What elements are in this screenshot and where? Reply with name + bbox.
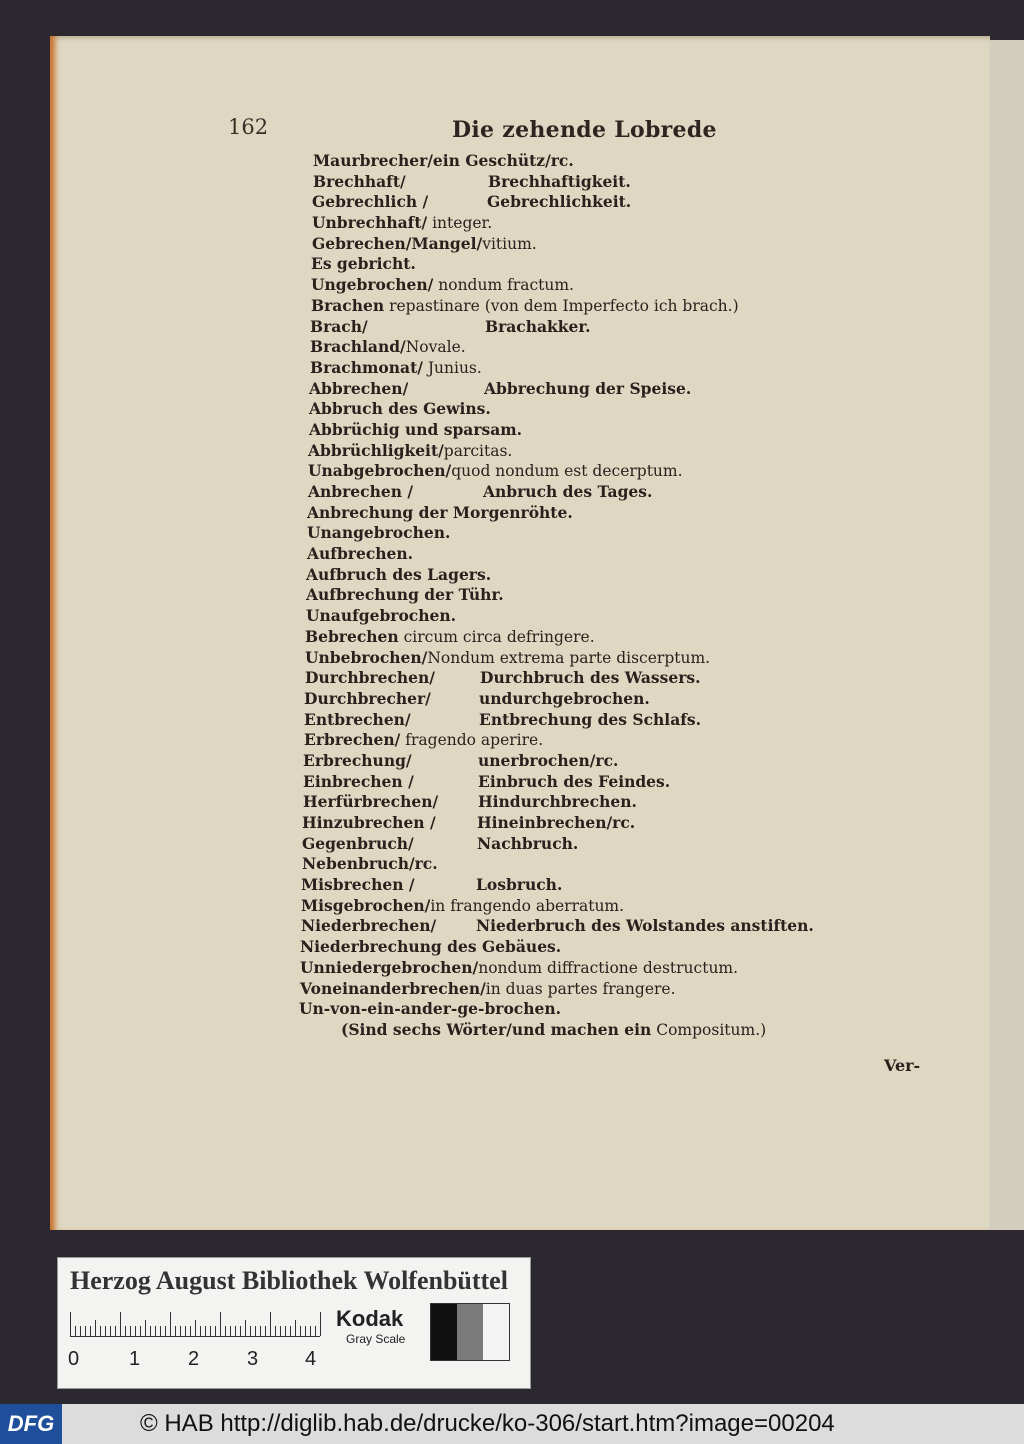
ruler-tick <box>80 1326 81 1336</box>
latin-gloss: Compositum.) <box>651 1020 767 1039</box>
ruler-tick <box>200 1326 201 1336</box>
second-column-entry: Abbrechung der Speise. <box>484 378 692 398</box>
german-entry: Misbrechen / <box>301 875 415 895</box>
ruler-tick <box>175 1326 176 1336</box>
latin-gloss: nondum fractum. <box>433 276 574 295</box>
german-entry: Aufbrechung der Tühr. <box>306 585 504 605</box>
ruler-tick <box>250 1326 251 1336</box>
text-line <box>302 854 822 875</box>
german-entry: Entbrechen/ <box>304 709 411 729</box>
second-column-entry: unerbrochen/rc. <box>478 750 619 770</box>
ruler-tick <box>310 1326 311 1336</box>
german-entry: Durchbrecher/ <box>304 688 431 708</box>
latin-gloss: repastinare (von dem Imperfecto ich brach.) <box>384 296 739 315</box>
copyright-text: © HAB http://diglib.hab.de/drucke/ko-306/start.htm?image=00204 <box>140 1410 835 1437</box>
german-entry: Brachland/ <box>310 337 406 357</box>
german-entry: Maurbrecher/ein Geschütz/rc. <box>313 151 574 170</box>
german-entry: Niederbrechen/ <box>301 916 437 936</box>
german-entry: Unaufgebrochen. <box>306 606 457 626</box>
ruler-tick <box>150 1326 151 1336</box>
gray-swatches <box>430 1303 510 1361</box>
second-column-entry: Niederbruch des Wolstandes anstiften. <box>476 916 814 936</box>
german-entry: Hinzubrechen / <box>302 813 436 832</box>
text-line <box>309 379 829 400</box>
text-line <box>306 565 826 586</box>
ruler-label: 1 <box>129 1348 141 1370</box>
ruler-tick <box>245 1320 246 1336</box>
ruler-tick <box>155 1326 156 1336</box>
ruler-tick <box>195 1320 196 1336</box>
german-entry: Durchbrechen/ <box>305 668 435 688</box>
german-entry: Voneinanderbrechen/ <box>300 978 486 998</box>
ruler-tick <box>180 1326 181 1336</box>
ruler-tick <box>240 1326 241 1336</box>
ruler-tick <box>170 1312 171 1336</box>
text-line <box>313 172 833 193</box>
ruler-label: 2 <box>188 1348 200 1370</box>
latin-gloss: nondum diffractione destructum. <box>478 958 739 977</box>
text-line <box>305 648 825 669</box>
german-entry: Es gebricht. <box>311 254 416 274</box>
text-line <box>308 441 828 462</box>
ruler-label: 4 <box>305 1348 317 1370</box>
german-entry: Abbrechen/ <box>309 378 409 398</box>
adjacent-page-edge <box>990 40 1024 1230</box>
running-head: Die zehende Lobrede <box>452 117 717 143</box>
ruler-tick <box>145 1320 146 1336</box>
german-entry: Unbrechhaft/ <box>312 213 428 233</box>
ruler-tick <box>115 1326 116 1336</box>
text-line <box>308 461 828 482</box>
ruler-tick <box>105 1326 106 1336</box>
german-entry: Anbrechen / <box>308 482 414 501</box>
ruler-tick <box>185 1326 186 1336</box>
german-entry: Ungebrochen/ <box>311 275 434 295</box>
german-entry: Abbruch des Gewins. <box>309 399 491 419</box>
ruler-tick <box>95 1320 96 1336</box>
german-entry: Bebrechen <box>305 626 399 646</box>
kodak-logo: Kodak <box>336 1306 404 1331</box>
german-entry: Abbrüchig und sparsam. <box>309 419 523 439</box>
latin-gloss: fragendo aperire. <box>400 731 544 750</box>
german-entry: (Sind sechs Wörter/und machen ein <box>341 1019 652 1039</box>
text-line <box>306 606 826 627</box>
text-line <box>303 751 823 772</box>
page-number: 162 <box>228 115 269 139</box>
second-column-entry: Gebrechlichkeit. <box>487 192 632 212</box>
ruler-tick <box>110 1326 111 1336</box>
ruler-tick <box>220 1312 221 1336</box>
catchword: Ver- <box>884 1056 921 1075</box>
german-entry: Nebenbruch/rc. <box>302 854 438 874</box>
ruler-tick <box>320 1312 321 1336</box>
text-line <box>301 916 821 937</box>
ruler-tick <box>190 1326 191 1336</box>
ruler-tick <box>270 1312 271 1336</box>
latin-gloss: parcitas. <box>443 441 513 460</box>
ruler-tick <box>315 1326 316 1336</box>
latin-gloss: Novale. <box>405 338 466 357</box>
text-line <box>309 420 829 441</box>
gray-swatch-white <box>483 1304 509 1360</box>
german-entry: Brachen <box>311 295 385 315</box>
ruler-tick <box>295 1320 296 1336</box>
ruler-tick <box>125 1326 126 1336</box>
second-column-entry: Nachbruch. <box>477 833 579 853</box>
ruler-tick <box>230 1326 231 1336</box>
german-entry: Herfürbrechen/ <box>303 792 439 812</box>
latin-gloss: Junius. <box>422 358 482 377</box>
text-line <box>303 792 823 813</box>
ruler-tick <box>235 1326 236 1336</box>
text-line <box>304 730 824 751</box>
text-line <box>300 958 820 979</box>
text-line <box>301 896 821 917</box>
latin-gloss: circum circa defringere. <box>398 627 595 646</box>
second-column-entry: Durchbruch des Wassers. <box>480 668 701 688</box>
second-column-entry: Brachakker. <box>485 316 591 336</box>
color-calibration-card <box>57 1257 531 1389</box>
german-entry: Brechhaft/ <box>313 171 406 191</box>
text-line <box>306 585 826 606</box>
text-line <box>305 627 825 648</box>
text-line <box>307 544 827 565</box>
german-entry: Aufbruch des Lagers. <box>306 564 492 584</box>
ruler-tick <box>75 1326 76 1336</box>
text-line <box>302 834 822 855</box>
german-entry: Unangebrochen. <box>307 523 451 543</box>
ruler-tick <box>70 1312 71 1336</box>
footer-bar <box>0 1404 1024 1444</box>
ruler-tick <box>160 1326 161 1336</box>
german-entry: Niederbrechung des Gebäues. <box>300 937 562 957</box>
text-line <box>300 937 820 958</box>
text-line <box>312 192 832 213</box>
text-line <box>310 337 830 358</box>
ruler-label: 0 <box>68 1348 80 1370</box>
second-column-entry: Brechhaftigkeit. <box>488 171 631 191</box>
ruler-tick <box>90 1326 91 1336</box>
second-column-entry: Entbrechung des Schlafs. <box>479 709 702 729</box>
german-entry: Anbrechung der Morgenröhte. <box>307 502 573 522</box>
text-line <box>307 503 827 524</box>
ruler-tick <box>285 1326 286 1336</box>
text-line <box>308 482 828 503</box>
ruler-tick <box>265 1326 266 1336</box>
dfg-logo: DFG <box>0 1404 62 1444</box>
latin-gloss: in frangendo aberratum. <box>430 896 625 915</box>
latin-gloss: quod nondum est decerptum. <box>451 462 683 481</box>
ruler-tick <box>255 1326 256 1336</box>
german-entry: Brachmonat/ <box>310 357 423 377</box>
german-entry: Unabgebrochen/ <box>308 461 452 481</box>
second-column-entry: Hindurchbrechen. <box>478 792 637 812</box>
german-entry: Gegenbruch/ <box>302 833 414 853</box>
german-entry: Un-von-ein-ander-ge-brochen. <box>299 999 562 1019</box>
text-line <box>301 875 821 896</box>
measurement-ruler <box>70 1310 320 1337</box>
german-entry: Gebrechen/Mangel/ <box>312 233 483 253</box>
ruler-tick <box>205 1326 206 1336</box>
text-line <box>304 689 824 710</box>
text-line <box>311 275 831 296</box>
german-entry: Erbrechung/ <box>303 750 412 770</box>
text-line <box>310 358 830 379</box>
text-line <box>302 813 822 834</box>
ruler-tick <box>275 1326 276 1336</box>
german-entry: Einbrechen / <box>303 771 414 791</box>
text-body <box>299 151 833 1041</box>
ruler-tick <box>85 1326 86 1336</box>
ruler-tick <box>290 1326 291 1336</box>
latin-gloss: in duas partes frangere. <box>485 979 676 998</box>
german-entry: Erbrechen/ <box>304 730 401 750</box>
ruler-tick <box>225 1326 226 1336</box>
text-line <box>310 317 830 338</box>
text-line <box>312 213 832 234</box>
gray-swatch-black <box>431 1304 457 1360</box>
german-entry: Misgebrochen/ <box>301 895 431 915</box>
library-name: Herzog August Bibliothek Wolfenbüttel <box>70 1266 508 1295</box>
ruler-tick <box>300 1326 301 1336</box>
ruler-tick <box>130 1326 131 1336</box>
text-line <box>300 979 820 1000</box>
ruler-tick <box>135 1326 136 1336</box>
text-line <box>305 668 825 689</box>
german-entry: Brach/ <box>310 316 368 336</box>
second-column-entry: Hineinbrechen/rc. <box>477 813 636 832</box>
latin-gloss: Nondum extrema parte discerptum. <box>427 648 711 667</box>
text-line <box>312 234 832 255</box>
text-line <box>299 1020 819 1041</box>
ruler-label: 3 <box>247 1348 259 1370</box>
latin-gloss: integer. <box>427 214 493 233</box>
second-column-entry: Einbruch des Feindes. <box>478 771 671 791</box>
ruler-tick <box>210 1326 211 1336</box>
text-line <box>313 151 833 172</box>
text-line <box>311 254 831 275</box>
gray-swatch-mid <box>457 1304 483 1360</box>
ruler-tick <box>215 1326 216 1336</box>
text-line <box>303 772 823 793</box>
german-entry: Unniedergebrochen/ <box>300 957 479 977</box>
german-entry: Gebrechlich / <box>312 192 429 212</box>
ruler-tick <box>140 1326 141 1336</box>
latin-gloss: vitium. <box>482 234 537 253</box>
gray-scale-label: Gray Scale <box>346 1332 406 1346</box>
german-entry: Abbrüchligkeit/ <box>308 440 444 460</box>
text-line <box>304 710 824 731</box>
ruler-tick <box>100 1326 101 1336</box>
text-line <box>309 399 829 420</box>
text-line <box>307 523 827 544</box>
second-column-entry: Losbruch. <box>476 875 563 895</box>
text-line <box>311 296 831 317</box>
german-entry: Unbebrochen/ <box>305 647 428 667</box>
ruler-tick <box>305 1326 306 1336</box>
ruler-tick <box>120 1312 121 1336</box>
german-entry: Aufbrechen. <box>307 544 414 564</box>
second-column-entry: undurchgebrochen. <box>479 688 650 708</box>
ruler-tick <box>280 1326 281 1336</box>
ruler-tick <box>260 1326 261 1336</box>
text-line <box>299 999 819 1020</box>
second-column-entry: Anbruch des Tages. <box>483 482 653 501</box>
ruler-tick <box>165 1326 166 1336</box>
